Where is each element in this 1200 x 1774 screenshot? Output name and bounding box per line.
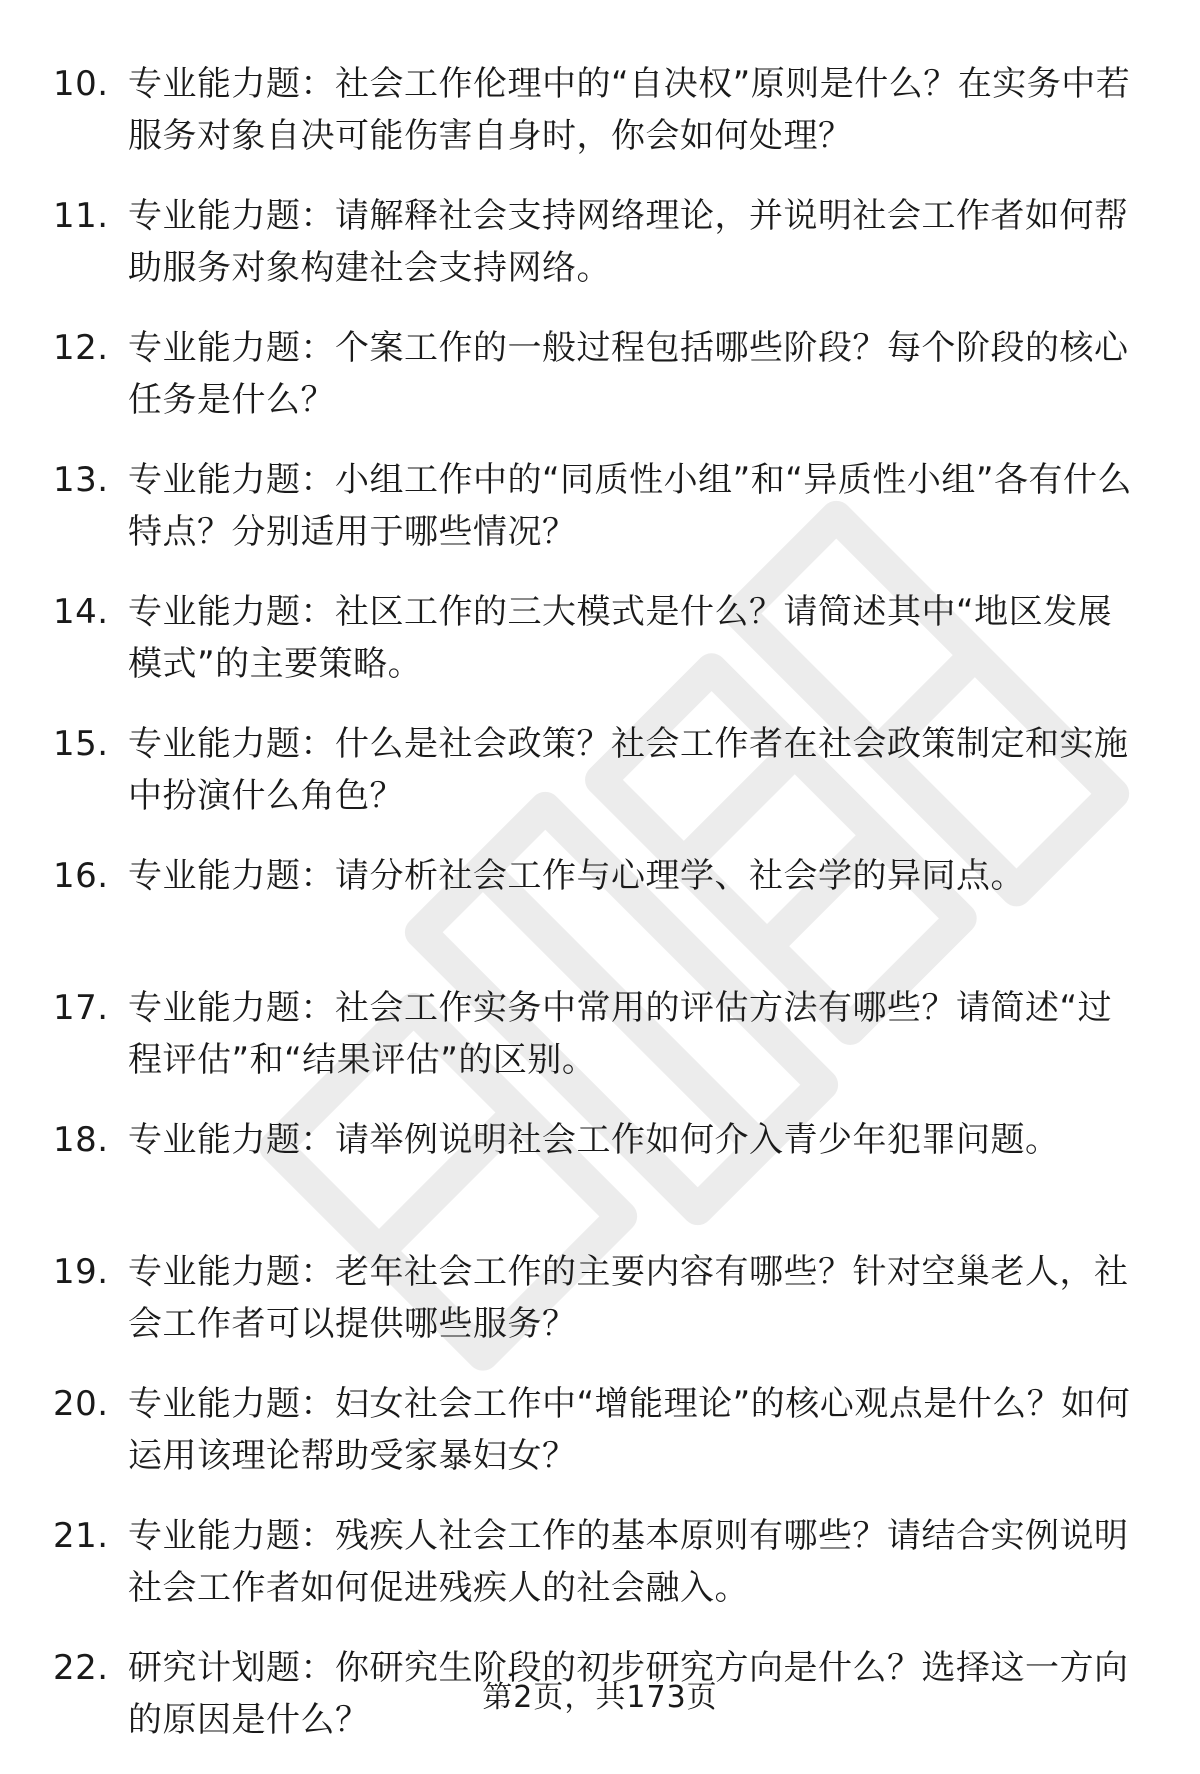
question-text: 研究计划题：你研究生阶段的初步研究方向是什么？选择这一方向的原因是什么？ <box>128 1648 1129 1740</box>
question-item <box>0 982 1200 1114</box>
question-text: 专业能力题：请分析社会工作与心理学、社会学的异同点。 <box>128 856 1025 896</box>
question-item <box>0 1114 1200 1246</box>
question-number: 22. <box>53 1648 109 1688</box>
page-number-footer: 第2页，共173页 <box>482 1680 718 1715</box>
question-text: 专业能力题：小组工作中的“同质性小组”和“异质性小组”各有什么特点？分别适用于哪些情况？ <box>128 460 1132 552</box>
question-number: 17. <box>53 988 109 1028</box>
question-number: 21. <box>53 1516 109 1556</box>
question-text: 专业能力题：社区工作的三大模式是什么？请简述其中“地区发展模式”的主要策略。 <box>128 592 1113 684</box>
question-item <box>0 850 1200 982</box>
question-item <box>0 1246 1200 1378</box>
question-text: 专业能力题：请解释社会支持网络理论，并说明社会工作者如何帮助服务对象构建社会支持网络。 <box>128 196 1129 288</box>
question-text: 专业能力题：社会工作实务中常用的评估方法有哪些？请简述“过程评估”和“结果评估”的区别。 <box>128 988 1113 1080</box>
question-text: 专业能力题：老年社会工作的主要内容有哪些？针对空巢老人，社会工作者可以提供哪些服务？ <box>128 1252 1129 1344</box>
question-text: 专业能力题：妇女社会工作中“增能理论”的核心观点是什么？如何运用该理论帮助受家暴妇女？ <box>128 1384 1131 1476</box>
question-item <box>0 718 1200 850</box>
question-number: 11. <box>53 196 109 236</box>
question-item <box>0 454 1200 586</box>
question-item <box>0 190 1200 322</box>
question-number: 18. <box>53 1120 109 1160</box>
question-number: 13. <box>53 460 109 500</box>
question-number: 15. <box>53 724 109 764</box>
question-text: 专业能力题：残疾人社会工作的基本原则有哪些？请结合实例说明社会工作者如何促进残疾人的社会融入。 <box>128 1516 1129 1608</box>
question-item <box>0 1510 1200 1642</box>
question-number: 16. <box>53 856 109 896</box>
question-item <box>0 586 1200 718</box>
question-text: 专业能力题：什么是社会政策？社会工作者在社会政策制定和实施中扮演什么角色？ <box>128 724 1129 816</box>
question-text: 专业能力题：请举例说明社会工作如何介入青少年犯罪问题。 <box>128 1120 1060 1160</box>
question-number: 19. <box>53 1252 109 1292</box>
question-number: 10. <box>53 64 109 104</box>
question-item <box>0 1378 1200 1510</box>
question-text: 专业能力题：个案工作的一般过程包括哪些阶段？每个阶段的核心任务是什么？ <box>128 328 1129 420</box>
question-list <box>0 58 1200 1774</box>
question-number: 12. <box>53 328 109 368</box>
question-text: 专业能力题：社会工作伦理中的“自决权”原则是什么？在实务中若服务对象自决可能伤害自身时，你会如何处理？ <box>128 64 1131 156</box>
question-item <box>0 58 1200 190</box>
question-item <box>0 322 1200 454</box>
question-number: 14. <box>53 592 109 632</box>
question-number: 20. <box>53 1384 109 1424</box>
